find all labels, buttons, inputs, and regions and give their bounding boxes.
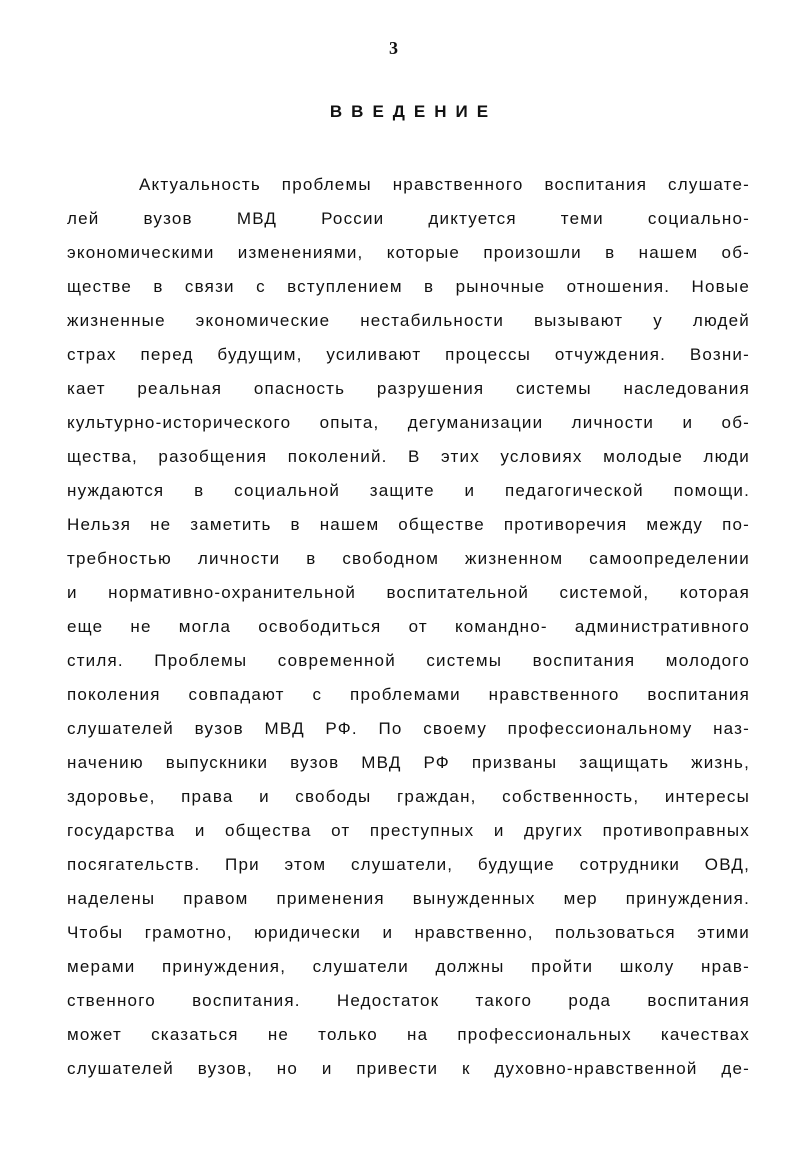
text-line: мерами принуждения, слушатели должны пройти школу нрав- [67,957,750,976]
text-line: еще не могла освободиться от командно- административного [67,617,750,636]
text-line: стиля. Проблемы современной системы воспитания молодого [67,651,750,670]
text-line: ственного воспитания. Недостаток такого рода воспитания [67,991,750,1010]
body-text [67,168,750,1086]
text-line: Нельзя не заметить в нашем обществе противоречия между по- [67,515,750,534]
text-line: Чтобы грамотно, юридически и нравственно, пользоваться этими [67,923,750,942]
text-line: ществе в связи с вступлением в рыночные отношения. Новые [67,277,750,296]
text-line: посягательств. При этом слушатели, будущие сотрудники ОВД, [67,855,750,874]
text-line: жизненные экономические нестабильности вызывают у людей [67,311,750,330]
text-line: поколения совпадают с проблемами нравственного воспитания [67,685,750,704]
section-heading: ВВЕДЕНИЕ [329,102,498,121]
text-line: наделены правом применения вынужденных мер принуждения. [67,889,750,908]
text-line: щества, разобщения поколений. В этих условиях молодые люди [67,447,750,466]
page-number: 3 [389,38,398,58]
text-line: нуждаются в социальной защите и педагогической помощи. [67,481,750,500]
text-line: кает реальная опасность разрушения системы наследования [67,379,750,398]
text-line: может сказаться не только на профессиональных качествах [67,1025,750,1044]
text-line: начению выпускники вузов МВД РФ призваны защищать жизнь, [67,753,750,772]
text-line: требностью личности в свободном жизненном самоопределении [67,549,750,568]
text-line: слушателей вузов, но и привести к духовно-нравственной де- [67,1059,750,1078]
text-line: экономическими изменениями, которые произошли в нашем об- [67,243,750,262]
text-line: слушателей вузов МВД РФ. По своему профессиональному наз- [67,719,750,738]
text-line: Актуальность проблемы нравственного воспитания слушате- [139,175,750,194]
text-line: и нормативно-охранительной воспитательной системой, которая [67,583,750,602]
text-line: государства и общества от преступных и других противоправных [67,821,750,840]
text-line: здоровье, права и свободы граждан, собственность, интересы [67,787,750,806]
text-line: лей вузов МВД России диктуется теми социально- [67,209,750,228]
text-line: культурно-исторического опыта, дегуманизации личности и об- [67,413,750,432]
text-line: страх перед будущим, усиливают процессы отчуждения. Возни- [67,345,750,364]
